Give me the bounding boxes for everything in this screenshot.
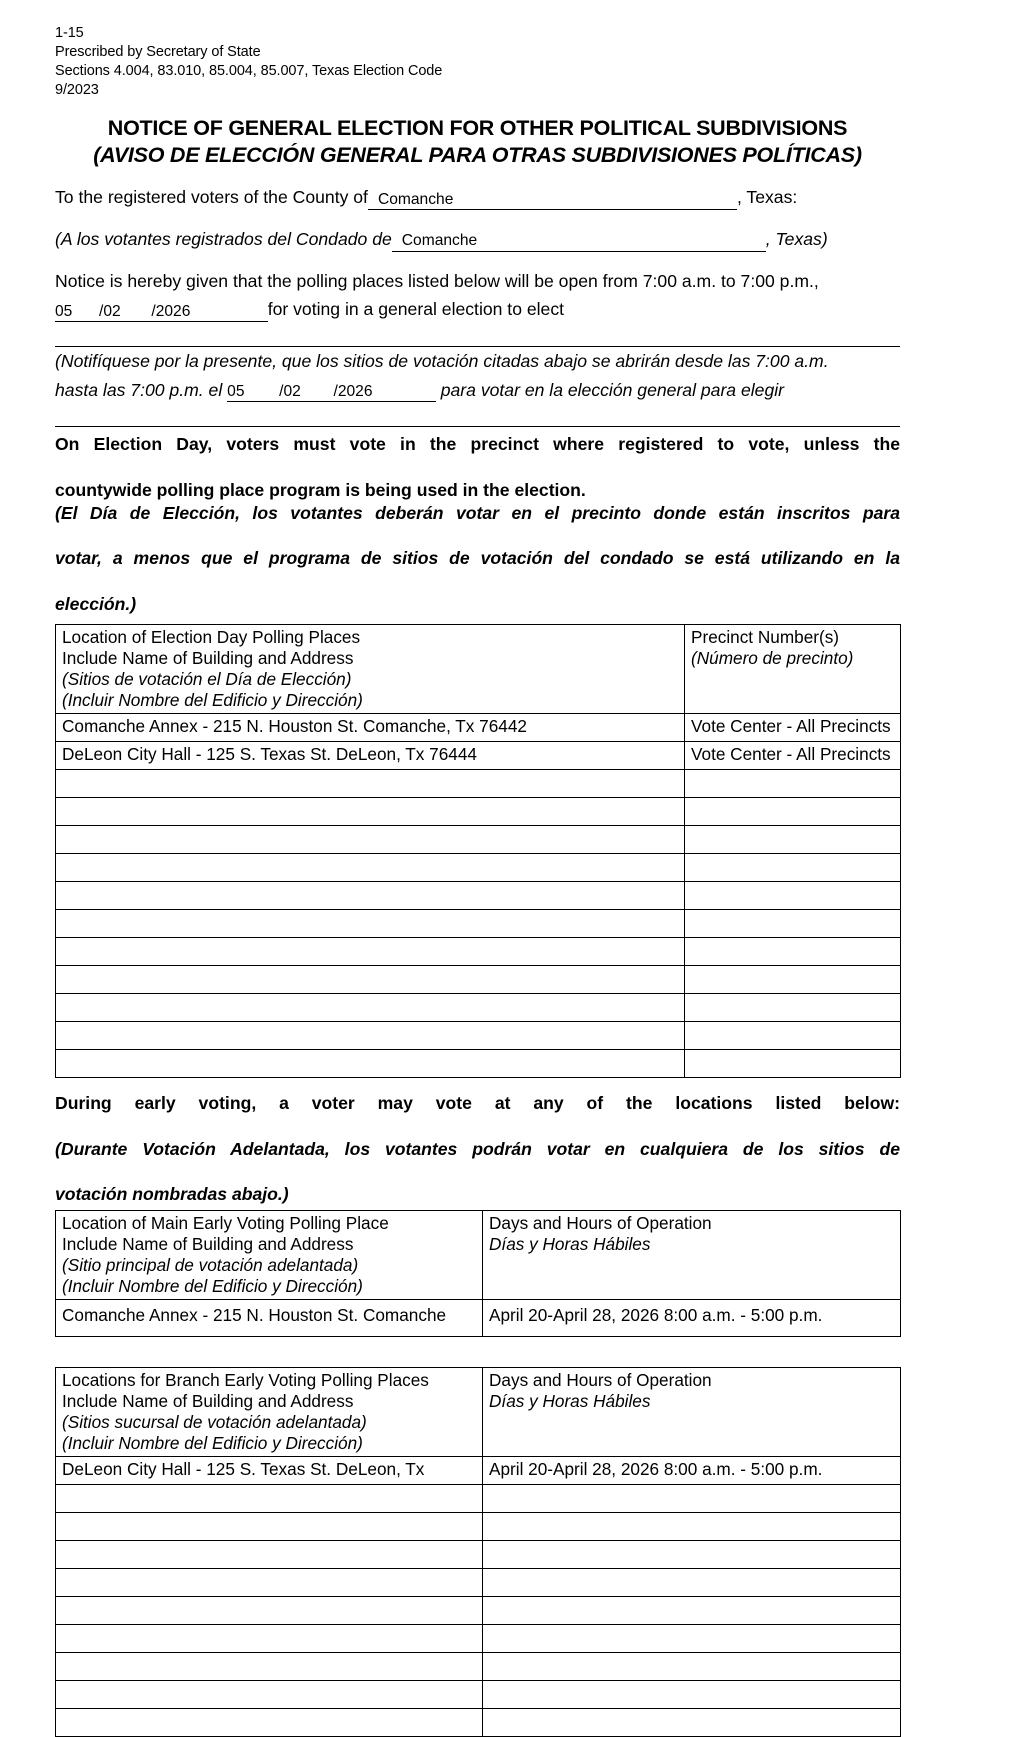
office-blank-rule-spanish[interactable]	[55, 426, 900, 427]
election-day-en-line1: On Election Day, voters must vote in the precinct where registered to vote, unless the	[55, 434, 900, 455]
election-date-day: 02	[103, 302, 121, 320]
branch-early-hours-cell-empty[interactable]	[483, 1597, 901, 1625]
table-row-empty[interactable]	[56, 965, 901, 993]
header-branch-location-en-2: Include Name of Building and Address	[62, 1391, 354, 1412]
table-row-empty[interactable]	[56, 825, 901, 853]
branch-early-hours-cell-empty[interactable]	[483, 1653, 901, 1681]
table-row-empty[interactable]	[56, 881, 901, 909]
precinct-cell-empty[interactable]	[685, 853, 901, 881]
polling-location-cell-empty[interactable]	[56, 909, 685, 937]
county-input-spanish[interactable]: Comanche	[392, 233, 766, 251]
election-day-es-line1: (El Día de Elección, los votantes deberán votar en el precinto donde están inscritos para	[55, 502, 900, 523]
date-separator-1: /	[99, 302, 104, 320]
page-title	[55, 116, 900, 168]
form-number: 1-15	[55, 25, 84, 41]
header-cell-precinct	[685, 625, 901, 714]
polling-location-cell-empty[interactable]	[56, 937, 685, 965]
branch-early-hours-cell-empty[interactable]	[483, 1513, 901, 1541]
election-date-spanish[interactable]	[227, 384, 436, 402]
header-location-en-2: Include Name of Building and Address	[62, 647, 354, 668]
precinct-cell-empty[interactable]	[685, 1049, 901, 1077]
polling-location-cell-empty[interactable]	[56, 1021, 685, 1049]
election-day-notice-english	[55, 433, 900, 502]
table-row-empty[interactable]	[56, 1681, 901, 1709]
document-content	[55, 24, 900, 1737]
county-line-english	[55, 185, 900, 210]
table-row-empty[interactable]	[56, 797, 901, 825]
county-suffix-spanish: , Texas)	[765, 229, 828, 249]
header-branch-location-en-1: Locations for Branch Early Voting Polling Places	[62, 1370, 429, 1391]
early-voting-es-line2: votación nombradas abajo.)	[55, 1184, 289, 1205]
precinct-cell-empty[interactable]	[685, 769, 901, 797]
table-row-empty[interactable]	[56, 937, 901, 965]
branch-early-location-cell-empty[interactable]	[56, 1541, 483, 1569]
table-row-empty[interactable]	[56, 769, 901, 797]
header-branch-hours-es: Días y Horas Hábiles	[489, 1391, 651, 1412]
notice-line2-english: for voting in a general election to elect	[267, 299, 565, 320]
branch-early-location-cell[interactable]: DeLeon City Hall - 125 S. Texas St. DeLeon, Tx	[56, 1457, 483, 1485]
office-blank-spacer	[55, 322, 900, 346]
precinct-cell-empty[interactable]	[685, 993, 901, 1021]
table-row-empty[interactable]	[56, 1513, 901, 1541]
header-branch-location-es-1: (Sitios sucursal de votación adelantada)	[62, 1412, 367, 1433]
notice-paragraph-english	[55, 269, 900, 322]
precinct-cell-empty[interactable]	[685, 1021, 901, 1049]
branch-early-hours-cell-empty[interactable]	[483, 1625, 901, 1653]
polling-location-cell[interactable]: Comanche Annex - 215 N. Houston St. Comanche, Tx 76442	[56, 713, 685, 741]
notice-line1-english: Notice is hereby given that the polling places listed below will be open from 7:00 a.m. to 7:00 p.m.,	[55, 270, 819, 291]
table-row-empty[interactable]	[56, 1541, 901, 1569]
branch-early-location-cell-empty[interactable]	[56, 1681, 483, 1709]
header-branch-location-es-2: (Incluir Nombre del Edificio y Dirección)	[62, 1433, 363, 1454]
table-row-empty[interactable]	[56, 1709, 901, 1737]
election-date-day-spanish: 02	[283, 382, 301, 400]
polling-location-cell-empty[interactable]	[56, 825, 685, 853]
precinct-cell-empty[interactable]	[685, 965, 901, 993]
precinct-cell-empty[interactable]	[685, 909, 901, 937]
notice-paragraph-spanish	[55, 349, 900, 402]
branch-early-location-cell-empty[interactable]	[56, 1569, 483, 1597]
precinct-cell[interactable]: Vote Center - All Precincts	[685, 713, 901, 741]
table-header-row	[56, 1211, 901, 1300]
election-day-en-line2: countywide polling place program is being used in the election.	[55, 479, 586, 500]
prescribed-by: Prescribed by Secretary of State	[55, 43, 261, 60]
precinct-cell-empty[interactable]	[685, 825, 901, 853]
revision-date: 9/2023	[55, 81, 99, 98]
table-row-empty[interactable]	[56, 1049, 901, 1077]
notice-line2b-spanish: para votar en la elección general para elegir	[440, 379, 785, 400]
header-precinct-es: (Número de precinto)	[691, 647, 854, 668]
branch-early-hours-cell-empty[interactable]	[483, 1681, 901, 1709]
branch-early-hours-cell-empty[interactable]	[483, 1709, 901, 1737]
statute-sections: Sections 4.004, 83.010, 85.004, 85.007, Texas Election Code	[55, 62, 443, 79]
election-day-es-line2: votar, a menos que el programa de sitios de votación del condado se está utilizando en la	[55, 548, 900, 569]
polling-location-cell[interactable]: DeLeon City Hall - 125 S. Texas St. DeLeon, Tx 76444	[56, 741, 685, 769]
branch-early-hours-cell-empty[interactable]	[483, 1485, 901, 1513]
branch-early-location-cell-empty[interactable]	[56, 1653, 483, 1681]
date-separator-2-spanish: /	[333, 382, 338, 400]
table-row-empty[interactable]	[56, 1569, 901, 1597]
date-separator-1-spanish: /	[279, 382, 284, 400]
polling-location-cell-empty[interactable]	[56, 769, 685, 797]
table-row-empty[interactable]	[56, 1597, 901, 1625]
polling-location-cell-empty[interactable]	[56, 797, 685, 825]
early-voting-notice	[55, 1092, 900, 1206]
title-spanish: (AVISO DE ELECCIÓN GENERAL PARA OTRAS SUBDIVISIONES POLÍTICAS)	[93, 143, 862, 168]
header-main-location-es-2: (Incluir Nombre del Edificio y Dirección)	[62, 1276, 363, 1297]
table-row-empty[interactable]	[56, 1653, 901, 1681]
election-date-month-spanish: 05	[227, 382, 245, 400]
header-precinct-en: Precinct Number(s)	[691, 627, 840, 647]
office-blank-spacer-spanish	[55, 402, 900, 426]
header-cell-main-hours	[483, 1211, 901, 1300]
branch-early-location-cell-empty[interactable]	[56, 1597, 483, 1625]
election-date-year-spanish: 2026	[337, 382, 373, 400]
branch-early-voting-table	[55, 1367, 901, 1737]
election-date-year: 2026	[155, 302, 191, 320]
table-row-empty[interactable]	[56, 993, 901, 1021]
notice-line1-spanish: (Notifíquese por la presente, que los sitios de votación citadas abajo se abrirán desde las 7:00 a.m.	[55, 350, 829, 371]
notice-line2a-spanish: hasta las 7:00 p.m. el	[55, 379, 223, 400]
header-main-hours-en: Days and Hours of Operation	[489, 1213, 712, 1234]
county-label-spanish: (A los votantes registrados del Condado de	[55, 229, 392, 249]
election-date-english[interactable]	[55, 304, 268, 322]
table-row[interactable]	[56, 1457, 901, 1485]
county-suffix-english: , Texas:	[736, 187, 798, 208]
table-row-empty[interactable]	[56, 1021, 901, 1049]
table-row[interactable]	[56, 713, 901, 741]
branch-early-hours-cell-empty[interactable]	[483, 1569, 901, 1597]
table-row[interactable]	[56, 1300, 901, 1337]
header-cell-location	[56, 625, 685, 714]
header-main-location-en-1: Location of Main Early Voting Polling Place	[62, 1213, 389, 1234]
header-main-location-es-1: (Sitio principal de votación adelantada)	[62, 1255, 359, 1276]
branch-early-location-cell-empty[interactable]	[56, 1485, 483, 1513]
header-branch-hours-en: Days and Hours of Operation	[489, 1370, 712, 1391]
table-header-row	[56, 1368, 901, 1457]
branch-early-location-cell-empty[interactable]	[56, 1709, 483, 1737]
table-row[interactable]	[56, 741, 901, 769]
header-main-location-en-2: Include Name of Building and Address	[62, 1234, 354, 1255]
header-location-es-2: (Incluir Nombre del Edificio y Dirección)	[62, 689, 363, 710]
polling-location-cell-empty[interactable]	[56, 1049, 685, 1077]
polling-location-cell-empty[interactable]	[56, 965, 685, 993]
title-english: NOTICE OF GENERAL ELECTION FOR OTHER POLITICAL SUBDIVISIONS	[107, 116, 848, 141]
header-cell-branch-location	[56, 1368, 483, 1457]
table-row-empty[interactable]	[56, 853, 901, 881]
table-row-empty[interactable]	[56, 1485, 901, 1513]
county-input-english[interactable]: Comanche	[368, 192, 737, 210]
county-label-english: To the registered voters of the County of	[55, 187, 368, 208]
election-day-es-line3: elección.)	[55, 594, 137, 615]
precinct-cell-empty[interactable]	[685, 937, 901, 965]
date-separator-2: /	[151, 302, 156, 320]
precinct-cell[interactable]: Vote Center - All Precincts	[685, 741, 901, 769]
table-row-empty[interactable]	[56, 1625, 901, 1653]
election-day-notice-spanish	[55, 502, 900, 616]
election-date-month: 05	[55, 302, 73, 320]
header-location-en-1: Location of Election Day Polling Places	[62, 627, 361, 647]
polling-location-cell-empty[interactable]	[56, 853, 685, 881]
polling-location-cell-empty[interactable]	[56, 881, 685, 909]
precinct-cell-empty[interactable]	[685, 797, 901, 825]
main-early-location-cell[interactable]: Comanche Annex - 215 N. Houston St. Comanche	[56, 1300, 483, 1337]
branch-early-hours-cell[interactable]: April 20-April 28, 2026 8:00 a.m. - 5:00 p.m.	[483, 1457, 901, 1485]
early-voting-es-line1: (Durante Votación Adelantada, los votantes podrán votar en cualquiera de los sitios de	[55, 1138, 900, 1159]
main-early-voting-table	[55, 1210, 901, 1337]
branch-early-location-cell-empty[interactable]	[56, 1625, 483, 1653]
header-cell-main-location	[56, 1211, 483, 1300]
table-row-empty[interactable]	[56, 909, 901, 937]
table-header-row	[56, 625, 901, 714]
branch-early-location-cell-empty[interactable]	[56, 1513, 483, 1541]
main-early-hours-cell[interactable]: April 20-April 28, 2026 8:00 a.m. - 5:00 p.m.	[483, 1300, 901, 1337]
form-metadata	[55, 24, 900, 99]
header-location-es-1: (Sitios de votación el Día de Elección)	[62, 668, 352, 689]
precinct-cell-empty[interactable]	[685, 881, 901, 909]
branch-early-hours-cell-empty[interactable]	[483, 1541, 901, 1569]
header-cell-branch-hours	[483, 1368, 901, 1457]
office-blank-rule-english[interactable]	[55, 346, 900, 347]
county-line-spanish	[55, 227, 900, 252]
header-main-hours-es: Días y Horas Hábiles	[489, 1234, 651, 1255]
polling-location-cell-empty[interactable]	[56, 993, 685, 1021]
early-voting-en: During early voting, a voter may vote at any of the locations listed below:	[55, 1092, 900, 1113]
election-day-polling-table	[55, 624, 901, 1078]
